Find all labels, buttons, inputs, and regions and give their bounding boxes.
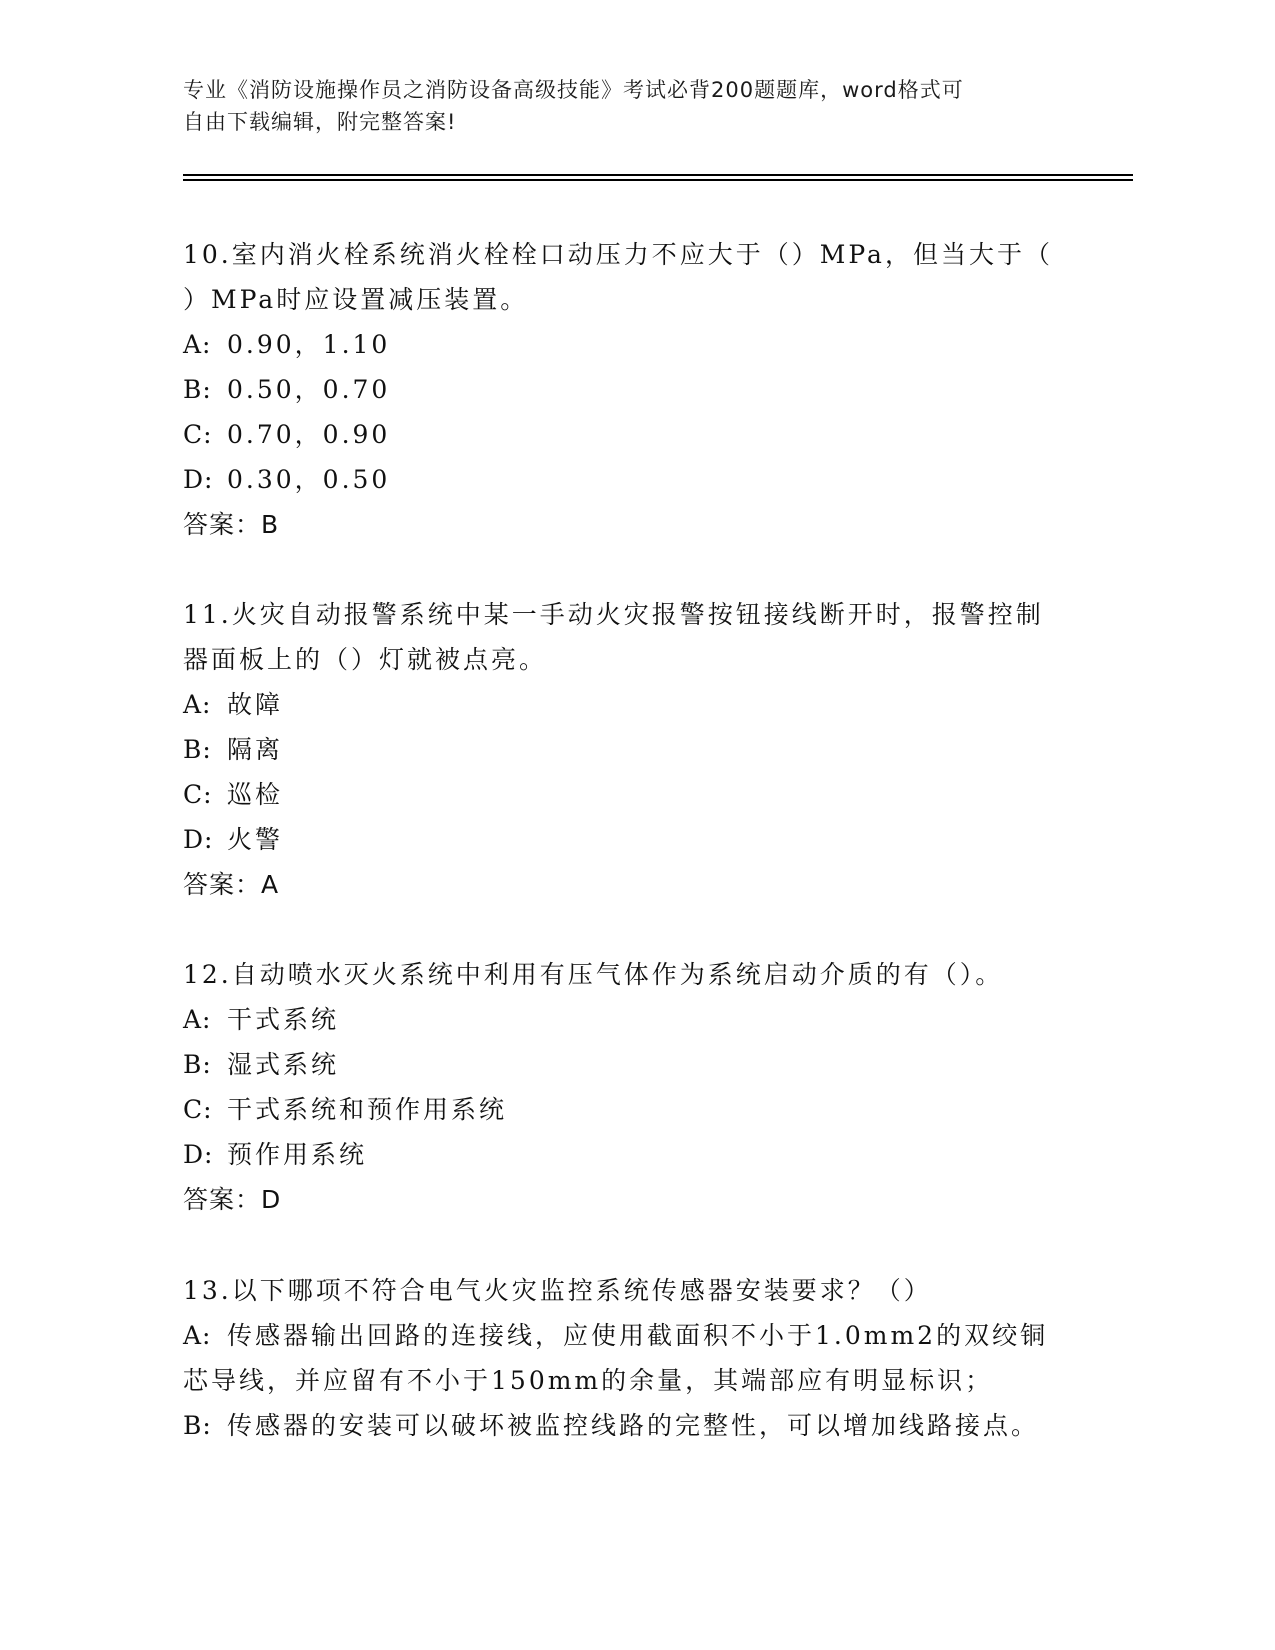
option-text: 预作用系统 (227, 1140, 368, 1169)
option-text: 0.90，1.10 (227, 330, 391, 359)
option-label: B: (183, 1411, 212, 1440)
option-label: C: (183, 1095, 213, 1124)
header-line-2: 自由下载编辑，附完整答案! (183, 110, 457, 134)
option-text: 0.30，0.50 (227, 465, 391, 494)
option-text: 0.70，0.90 (227, 420, 391, 449)
option-a (183, 997, 1083, 1042)
option-label: A: (183, 1321, 212, 1350)
option-a-continuation: 芯导线，并应留有不小于150mm的余量，其端部应有明显标识； (183, 1366, 994, 1395)
answer-line: 答案：D (183, 1185, 282, 1214)
option-d (183, 457, 1083, 502)
option-text: 湿式系统 (227, 1050, 340, 1079)
option-text: 干式系统和预作用系统 (227, 1095, 508, 1124)
option-b (183, 727, 1083, 772)
option-text: 0.50，0.70 (227, 375, 391, 404)
option-b (183, 1403, 1083, 1448)
question-stem-line: 器面板上的（）灯就被点亮。 (183, 645, 548, 674)
question-stem-line: ）MPa时应设置减压装置。 (183, 285, 529, 314)
option-text: 传感器的安装可以破坏被监控线路的完整性，可以增加线路接点。 (227, 1411, 1040, 1440)
option-label: B: (183, 375, 212, 404)
question-11 (183, 592, 1083, 907)
option-label: B: (183, 1050, 212, 1079)
option-b (183, 367, 1083, 412)
option-label: A: (183, 690, 212, 719)
answer-line: 答案：B (183, 510, 280, 539)
question-10 (183, 232, 1083, 547)
header-divider-top (183, 174, 1133, 176)
option-text: 故障 (227, 690, 284, 719)
option-d (183, 817, 1083, 862)
option-label: D: (183, 825, 214, 854)
option-label: A: (183, 1005, 212, 1034)
option-label: D: (183, 465, 214, 494)
option-a (183, 322, 1083, 367)
option-a (183, 1313, 1083, 1358)
option-c (183, 412, 1083, 457)
option-text: 传感器输出回路的连接线，应使用截面积不小于1.0mm2的双绞铜 (227, 1321, 1049, 1350)
option-text: 隔离 (227, 735, 284, 764)
option-text: 干式系统 (227, 1005, 340, 1034)
header-divider-bottom (183, 179, 1133, 181)
question-13 (183, 1268, 1083, 1448)
question-12 (183, 952, 1083, 1222)
option-label: D: (183, 1140, 214, 1169)
option-c (183, 772, 1083, 817)
option-label: C: (183, 420, 213, 449)
option-d (183, 1132, 1083, 1177)
option-label: A: (183, 330, 212, 359)
question-stem-line: 12.自动喷水灭火系统中利用有压气体作为系统启动介质的有（）。 (183, 960, 1004, 989)
question-stem-line: 10.室内消火栓系统消火栓栓口动压力不应大于（）MPa，但当大于（ (183, 240, 1053, 269)
document-header (183, 74, 1063, 138)
option-text: 火警 (227, 825, 284, 854)
option-c (183, 1087, 1083, 1132)
question-stem-line: 11.火灾自动报警系统中某一手动火灾报警按钮接线断开时，报警控制 (183, 600, 1044, 629)
option-label: C: (183, 780, 213, 809)
answer-line: 答案：A (183, 870, 280, 899)
question-stem-line: 13.以下哪项不符合电气火灾监控系统传感器安装要求？（） (183, 1276, 932, 1305)
option-a (183, 682, 1083, 727)
option-label: B: (183, 735, 212, 764)
option-b (183, 1042, 1083, 1087)
header-line-1: 专业《消防设施操作员之消防设备高级技能》考试必背200题题库，word格式可 (183, 78, 964, 102)
option-text: 巡检 (227, 780, 284, 809)
